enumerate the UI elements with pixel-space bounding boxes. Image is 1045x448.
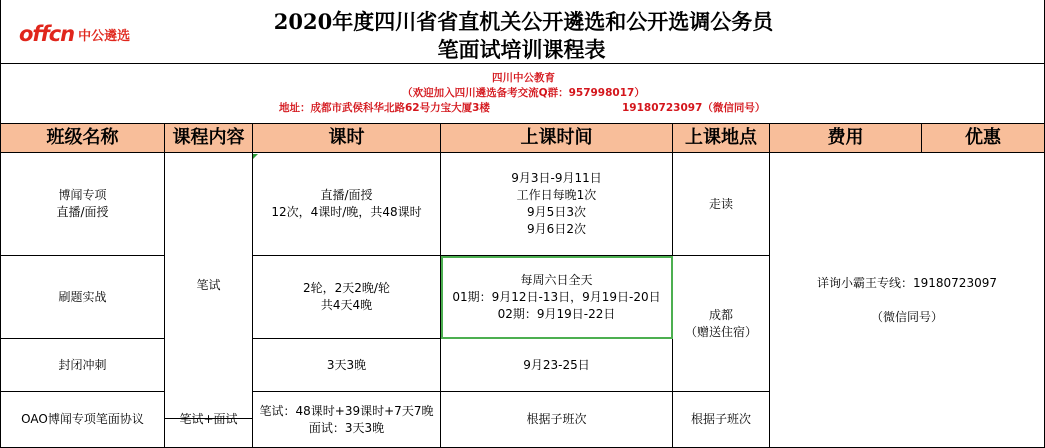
row4-location-text: 根据子班次 — [690, 412, 751, 426]
row4-hours-line1: 笔试：48课时+39课时+7天7晚 — [259, 403, 434, 418]
page-subtitle: 笔面试培训课程表 — [437, 37, 606, 62]
row3-hours-text: 3天3晚 — [326, 357, 367, 372]
row2-time-line2: 01期：9月12日-13日，9月19日-20日 — [452, 289, 661, 304]
org-name: 四川中公教育 — [492, 72, 555, 84]
row3-class-name — [0, 339, 165, 392]
qq-group: （欢迎加入四川遴选备考交流Q群：957998017） — [402, 87, 645, 99]
row1-class-name — [0, 153, 165, 256]
row3-time-text: 9月23-25日 — [523, 357, 590, 372]
row2-time-line1: 每周六日全天 — [520, 272, 593, 287]
row4-hours-line2: 面试：3天3晚 — [308, 420, 385, 435]
header-fee — [770, 124, 922, 153]
row1-hours-line1: 直播/面授 — [320, 188, 373, 202]
row2-time-selected[interactable] — [441, 256, 673, 339]
row2-hours — [253, 256, 441, 339]
row4-class-name — [0, 392, 165, 448]
row3-class-name-text: 封闭冲刺 — [58, 357, 107, 372]
logo-chinese-text: 中公遴选 — [78, 28, 131, 44]
row4-content-text: 笔试+面试 — [179, 412, 238, 426]
row2-time-line3: 02期：9月19日-22日 — [497, 306, 616, 321]
row4-content — [165, 392, 253, 448]
row1-hours-line2: 12次，4课时/晚，共48课时 — [271, 205, 422, 219]
header-discount — [922, 124, 1045, 153]
header-time-text: 上课时间 — [520, 127, 593, 148]
logo-mark: offcn — [19, 22, 75, 46]
row2-hours-line2: 共4天4晚 — [320, 298, 373, 312]
merged-content-text: 笔试 — [196, 278, 221, 292]
row1-location — [673, 153, 770, 256]
merged-location-line2: （赠送住宿） — [684, 324, 757, 339]
row3-hours — [253, 339, 441, 392]
header-class-name — [0, 124, 165, 153]
row1-class-name-line2: 直播/面授 — [56, 205, 109, 219]
header-content — [165, 124, 253, 153]
schedule-table — [0, 124, 1045, 448]
row3-time — [441, 339, 673, 392]
merged-fee — [770, 153, 1045, 448]
row2-class-name-text: 刷题实战 — [58, 289, 107, 304]
row2-hours-line1: 2轮，2天2晚/轮 — [303, 281, 390, 295]
row1-location-text: 走读 — [708, 196, 733, 211]
header-class-name-text: 班级名称 — [46, 127, 119, 148]
header-content-text: 课程内容 — [172, 127, 245, 148]
header-time — [441, 124, 673, 153]
row4-time — [441, 392, 673, 448]
header-hours-text: 课时 — [328, 127, 365, 148]
header-discount-text: 优惠 — [965, 127, 1001, 148]
title-area — [0, 0, 1045, 64]
merged-location-line1: 成都 — [708, 307, 733, 322]
row1-time — [441, 153, 673, 256]
address: 地址：成都市武侯科华北路62号力宝大厦3楼 — [279, 102, 490, 114]
merged-fee-line2: （微信同号） — [870, 310, 943, 324]
row4-class-name-text: OAO博闻专项笔面协议 — [21, 412, 144, 426]
row1-time-line1: 9月3日-9月11日 — [511, 171, 602, 185]
row4-time-text: 根据子班次 — [526, 412, 587, 426]
cell-corner-marker — [253, 154, 258, 159]
header-location — [673, 124, 770, 153]
merged-location — [673, 256, 770, 392]
row1-time-line2: 工作日每晚1次 — [516, 188, 597, 202]
merged-fee-line1: 详询小霸王专线：19180723097 — [817, 276, 997, 290]
row1-time-line3: 9月5日3次 — [527, 205, 586, 219]
row4-location — [673, 392, 770, 448]
row1-time-line4: 9月6日2次 — [527, 222, 586, 236]
row4-hours — [253, 392, 441, 448]
contact-info — [0, 64, 1045, 124]
header-fee-text: 费用 — [827, 127, 864, 148]
page-title: 2020年度四川省省直机关公开遴选和公开选调公务员 — [273, 9, 774, 34]
row1-class-name-line1: 博闻专项 — [58, 188, 107, 202]
phone: 19180723097（微信同号） — [622, 102, 766, 114]
row2-class-name — [0, 256, 165, 339]
header-location-text: 上课地点 — [685, 127, 757, 148]
merged-content — [165, 153, 253, 419]
row1-hours — [253, 153, 441, 256]
header-hours — [253, 124, 441, 153]
